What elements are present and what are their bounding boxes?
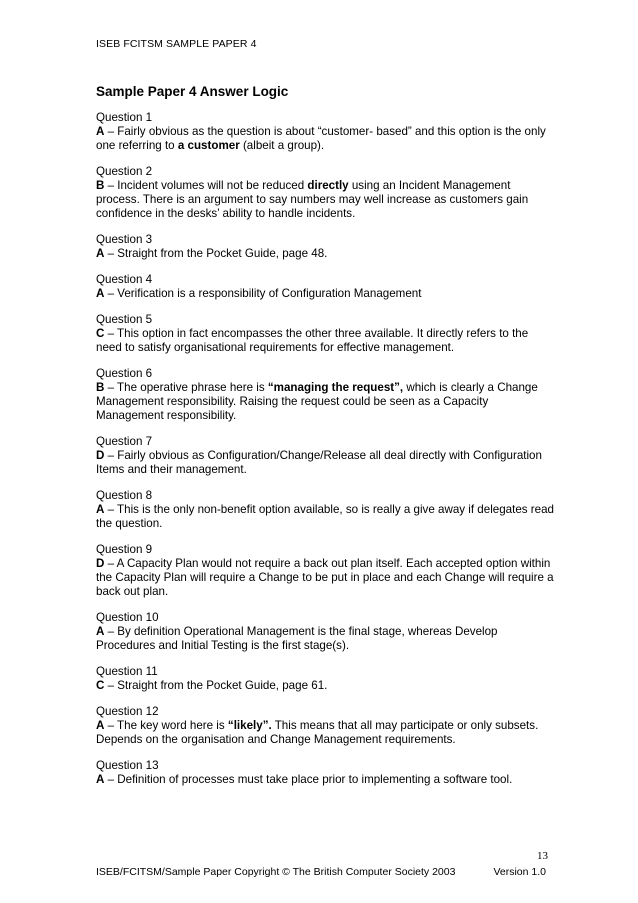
question-list <box>96 111 556 799</box>
explanation-text: using an Incident Management process. There is an argument to say numbers may well increase as customers gain confidence in the desks’ ability to handle incidents. <box>96 179 529 220</box>
explanation-text: – Definition of processes must take place prior to implementing a software tool. <box>104 773 513 786</box>
page-footer <box>96 866 546 878</box>
answer-letter: B <box>96 179 105 192</box>
question-block <box>96 543 556 599</box>
question-heading: Question 8 <box>96 489 153 502</box>
explanation-text: – Straight from the Pocket Guide, page 48. <box>104 247 328 260</box>
answer-letter: A <box>96 247 105 260</box>
answer-explanation <box>96 625 556 653</box>
explanation-text: – Fairly obvious as the question is about “customer- based” and this option is the only one referring to <box>96 125 546 152</box>
question-heading: Question 7 <box>96 435 153 448</box>
question-block <box>96 273 556 301</box>
page-number: 13 <box>537 850 548 862</box>
explanation-text: – By definition Operational Management is the final stage, whereas Develop Procedures and Initial Testing is the first stage(s). <box>96 625 498 652</box>
answer-explanation <box>96 287 556 301</box>
explanation-text: – The key word here is <box>104 719 228 732</box>
explanation-text: – This is the only non-benefit option available, so is really a give away if delegates read the question. <box>96 503 555 530</box>
explanation-text: – Straight from the Pocket Guide, page 61. <box>104 679 328 692</box>
question-heading: Question 6 <box>96 367 153 380</box>
question-block <box>96 313 556 355</box>
answer-letter: A <box>96 287 105 300</box>
answer-letter: A <box>96 625 105 638</box>
answer-explanation <box>96 125 556 153</box>
explanation-text: – Fairly obvious as Configuration/Change/Release all deal directly with Configuration Items and their management. <box>96 449 542 476</box>
answer-explanation <box>96 679 556 693</box>
explanation-text: which is clearly a Change Management responsibility. Raising the request could be seen as a Capacity Management responsibility. <box>96 381 538 422</box>
emphasis-text: a customer <box>177 139 240 152</box>
answer-letter: C <box>96 679 105 692</box>
explanation-text: – This option in fact encompasses the other three available. It directly refers to the need to satisfy organisational requirements for effective management. <box>96 327 529 354</box>
question-block <box>96 435 556 477</box>
question-heading: Question 5 <box>96 313 153 326</box>
page-title: Sample Paper 4 Answer Logic <box>96 84 289 99</box>
question-heading: Question 4 <box>96 273 153 286</box>
answer-letter: A <box>96 125 105 138</box>
answer-letter: C <box>96 327 105 340</box>
explanation-text: – The operative phrase here is <box>104 381 268 394</box>
question-block <box>96 165 556 221</box>
answer-letter: B <box>96 381 105 394</box>
answer-letter: A <box>96 773 105 786</box>
question-block <box>96 611 556 653</box>
question-heading: Question 11 <box>96 665 158 678</box>
question-heading: Question 12 <box>96 705 159 718</box>
question-block <box>96 705 556 747</box>
footer-version: Version 1.0 <box>493 866 546 878</box>
answer-explanation <box>96 557 556 599</box>
question-block <box>96 759 556 787</box>
question-block <box>96 233 556 261</box>
question-block <box>96 665 556 693</box>
answer-letter: A <box>96 503 105 516</box>
answer-letter: D <box>96 449 105 462</box>
answer-explanation <box>96 773 556 787</box>
question-heading: Question 13 <box>96 759 159 772</box>
explanation-text: – Verification is a responsibility of Configuration Management <box>104 287 422 300</box>
question-heading: Question 3 <box>96 233 153 246</box>
question-block <box>96 489 556 531</box>
question-block <box>96 111 556 153</box>
page-header: ISEB FCITSM SAMPLE PAPER 4 <box>96 38 257 50</box>
explanation-text: (albeit a group). <box>239 139 325 152</box>
answer-explanation <box>96 179 556 221</box>
question-heading: Question 1 <box>96 111 153 124</box>
explanation-text: This means that all may participate or only subsets. Depends on the organisation and Change Management requirements. <box>96 719 539 746</box>
emphasis-text: “managing the request”, <box>267 381 404 394</box>
answer-explanation <box>96 503 556 531</box>
answer-explanation <box>96 719 556 747</box>
answer-letter: D <box>96 557 105 570</box>
explanation-text: – A Capacity Plan would not require a back out plan itself. Each accepted option within the Capacity Plan will require a Change to be put in place and each Change will require a back out plan. <box>96 557 554 598</box>
emphasis-text: “likely”. <box>227 719 272 732</box>
footer-copyright: ISEB/FCITSM/Sample Paper Copyright © The British Computer Society 2003 <box>96 866 456 878</box>
answer-explanation <box>96 327 556 355</box>
emphasis-text: directly <box>307 179 349 192</box>
question-heading: Question 10 <box>96 611 159 624</box>
question-heading: Question 9 <box>96 543 153 556</box>
question-heading: Question 2 <box>96 165 153 178</box>
explanation-text: – Incident volumes will not be reduced <box>104 179 308 192</box>
answer-letter: A <box>96 719 105 732</box>
answer-explanation <box>96 247 556 261</box>
answer-explanation <box>96 449 556 477</box>
answer-explanation <box>96 381 556 423</box>
question-block <box>96 367 556 423</box>
